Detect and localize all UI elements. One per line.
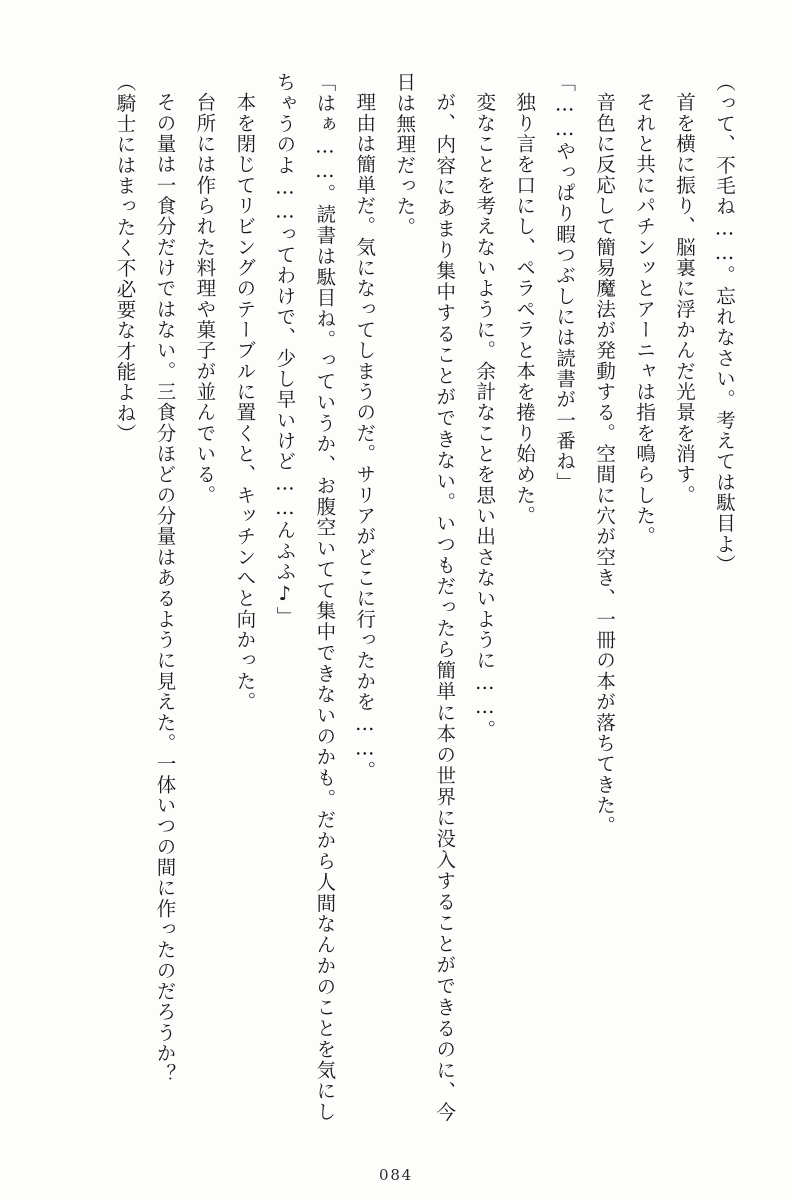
paragraph: 首を横に振り、脳裏に浮かんだ光景を消す。 (673, 91, 697, 505)
paragraph: （って、不毛ね……。忘れなさい。考えては駄目よ） (713, 72, 736, 576)
paragraph: が、内容にあまり集中することができない。いつもだったら簡単に本の世界に没入することができるのに、今日は無理だった。 (393, 72, 457, 1122)
body-text (56, 72, 744, 1122)
paragraph: （騎士にはまったく不必要な才能よね） (113, 72, 137, 445)
paragraph: 独り言を口にし、ペラペラと本を捲り始めた。 (513, 91, 537, 526)
paragraph: 「はぁ……。読書は駄目ね。っていうか、お腹空いてて集中できないのかも。だから人間なんかのことを気にしちゃうのよ……ってわけで、少し早いけど……んふふ♪」 (273, 72, 337, 1122)
paragraph: その量は一食分だけではない。三食分ほどの分量はあるように見えた。一体いつの間に作ったのだろうか？ (153, 91, 177, 1084)
paragraph: 理由は簡単だ。気になってしまうのだ。サリアがどこに行ったかを……。 (353, 91, 377, 781)
page-number: 084 (378, 1166, 414, 1184)
paragraph: それと共にパチンッとアーニャは指を鳴らした。 (633, 91, 657, 547)
paragraph: 「……やっぱり暇つぶしには読書が一番ね」 (553, 72, 577, 493)
paragraph: 音色に反応して簡易魔法が発動する。空間に穴が空き、一冊の本が落ちてきた。 (593, 91, 617, 836)
paragraph: 本を閉じてリビングのテーブルに置くと、キッチンへと向かった。 (233, 91, 257, 712)
paragraph: 変なことを考えないように。余計なことを思い出さないように……。 (473, 91, 497, 740)
paragraph: 台所には作られた料理や菓子が並んでいる。 (193, 91, 217, 505)
